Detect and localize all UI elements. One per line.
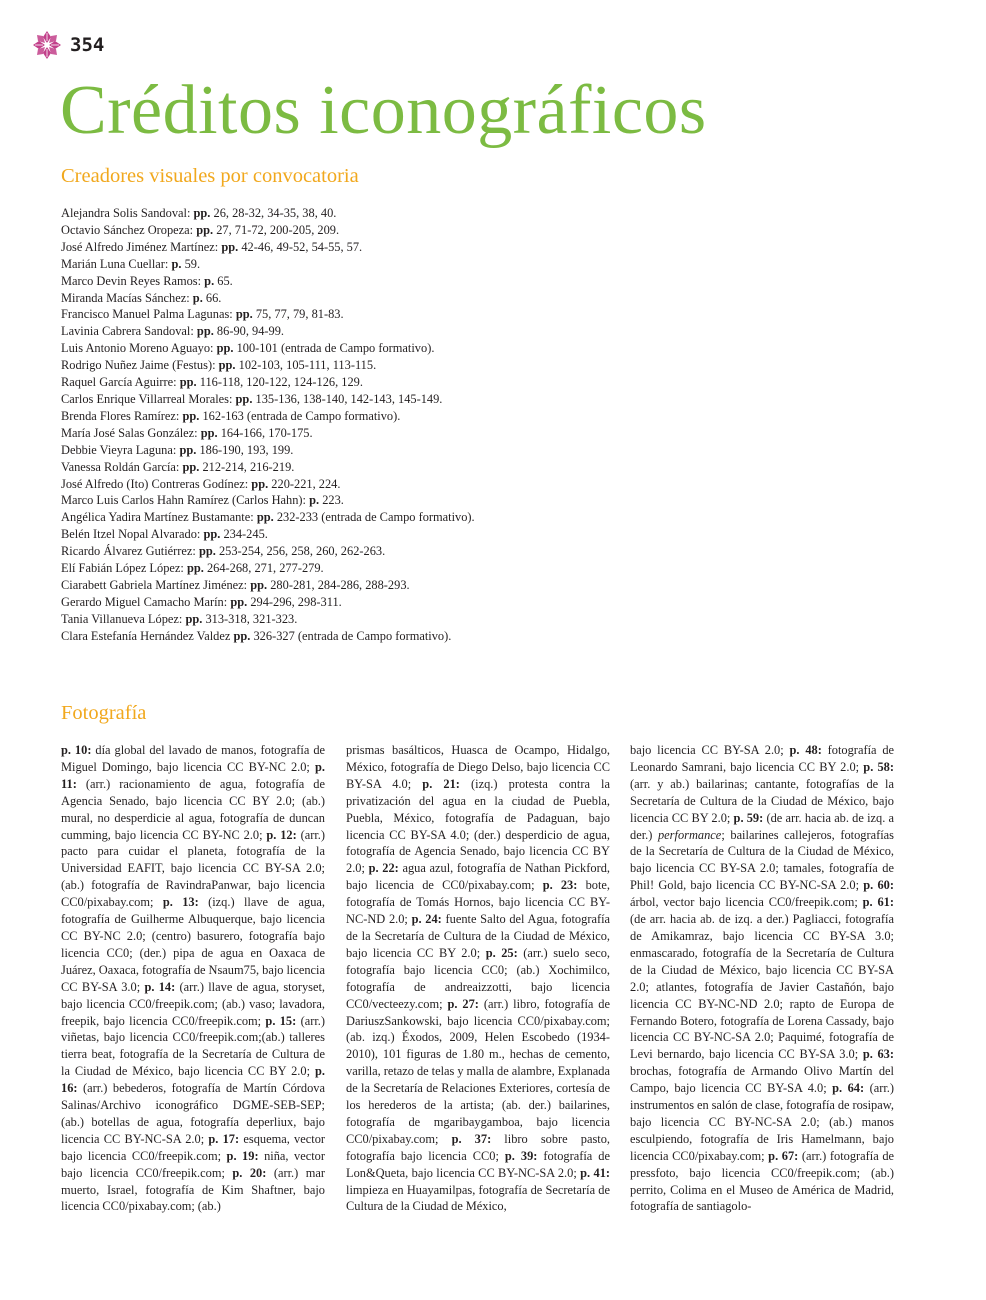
photo-credit-text: fotografía de Lon&Queta, bajo licencia CC BY-NC-SA 2.0; xyxy=(346,1148,610,1180)
flower-ornament-icon xyxy=(32,30,62,60)
credit-creator-name: Vanessa Roldán García: xyxy=(61,459,180,474)
photo-credit-page-ref: p. 21: xyxy=(422,776,460,791)
credit-creator-name: Gerardo Miguel Camacho Marín: xyxy=(61,594,228,609)
photography-section-heading: Fotografía xyxy=(61,702,147,724)
credit-pages-label: pp. xyxy=(186,561,204,576)
credit-entry xyxy=(61,273,475,290)
credit-creator-name: Miranda Macías Sánchez: xyxy=(61,290,190,305)
credit-pages: 102-103, 105-111, 113-115. xyxy=(238,358,377,373)
credit-pages-label: p. xyxy=(171,256,182,271)
credit-entry xyxy=(61,374,475,391)
credit-entry xyxy=(61,577,475,594)
credit-creator-name: Angélica Yadira Martínez Bustamante: xyxy=(61,510,254,525)
photo-credit-text: brochas, fotografía de Armando Olivo Martín del Campo, bajo licencia CC BY-SA 4.0; xyxy=(630,1064,894,1096)
photo-credit-text: (de arr. hacia ab. de izq. a der.) Pagliacci, fotografía de Amikamraz, bajo licencia CC BY-SA 3.0; enmascarado, fotografía de la Secretaría de Cultura de la Ciudad de México, bajo licencia CC BY-SA 2.0; atlantes, fotografía de Javier Castañón, bajo licencia CC BY-NC-ND 2.0; rapto de Europa de Fernando Botero, fotografía de Lorena Cassady, bajo licencia CC BY-NC-SA 2.0; Paquimé, fotografía de Levi bernardo, bajo licencia CC BY-SA 3.0; xyxy=(630,912,894,1062)
credit-pages: 100-101 (entrada de Campo formativo). xyxy=(236,341,435,356)
photo-credit-text: (arr.) llave de agua, storyset, bajo licencia CC0/freepik.com; (ab.) vaso; lavadora, freepik, bajo licencia CC0/freepik.com; xyxy=(61,979,326,1028)
credit-entry xyxy=(61,442,475,459)
credit-entry xyxy=(61,594,475,611)
credit-pages-label: pp. xyxy=(216,341,234,356)
credit-creator-name: Luis Antonio Moreno Aguayo: xyxy=(61,341,214,356)
photo-credit-text: libro sobre pasto, fotografía bajo licencia CC0; xyxy=(346,1131,611,1163)
photo-credit-page-ref: p. 19: xyxy=(226,1148,259,1163)
photo-credit-text: (arr.) libro, fotografía de DariuszSankowski, bajo licencia CC0/pixabay.com; (ab. izq.) Éxodos, 2009, Helen Escobedo (1934-2010), 101 figuras de 1.80 m., hechas de cemento, varilla, retazo de telas y malla de alambre, Explanada de la Secretaría de Relaciones Exteriores, cortesía de los herederos de la artista; (ab. der.) bailarines, fotografía de mgaribaygamboa, bajo licencia CC0/pixabay.com; xyxy=(346,996,610,1146)
credit-creator-name: Elí Fabián López López: xyxy=(61,561,184,576)
credit-entry xyxy=(61,526,475,543)
credit-entry xyxy=(61,543,475,560)
photo-credit-text: (de arr. hacia ab. de izq. a der.) xyxy=(630,810,895,842)
photo-credit-page-ref: p. 59: xyxy=(733,810,764,825)
credit-pages: 313-318, 321-323. xyxy=(205,611,298,626)
photo-credit-text: (izq.) protesta contra la privatización del agua en la ciudad de Puebla, Puebla, México, fotografía de Padaguan, bajo licencia CC BY-SA 4.0; (der.) desperdicio de agua, fotografía de Agencia Senado, bajo licencia CC BY 2.0; xyxy=(346,776,610,876)
credit-pages-label: pp. xyxy=(200,425,218,440)
photo-credit-text: fuente Salto del Agua, fotografía de la Secretaría de Cultura de la Ciudad de México, bajo licencia CC BY 2.0; xyxy=(346,912,611,960)
credit-pages: 220-221, 224. xyxy=(271,476,341,491)
credit-pages-label: pp. xyxy=(193,206,211,220)
photo-credit-page-ref: p. 24: xyxy=(411,912,442,927)
credit-pages-label: pp. xyxy=(256,510,274,525)
credit-creator-name: Marián Luna Cuellar: xyxy=(61,256,169,271)
credit-creator-name: María José Salas González: xyxy=(61,425,198,440)
credit-entry xyxy=(61,509,475,526)
page-number: 354 xyxy=(70,34,105,56)
photo-credit-page-ref: p. 27: xyxy=(447,996,479,1011)
credit-pages: 65. xyxy=(217,273,233,288)
credit-entry xyxy=(61,492,475,509)
photo-credit-text: niña, vector bajo licencia CC0/freepik.com; xyxy=(61,1148,326,1180)
credit-pages: 135-136, 138-140, 142-143, 145-149. xyxy=(255,391,443,406)
photo-credit-italic-text: performance xyxy=(657,827,722,842)
credit-entry xyxy=(61,459,475,476)
credit-creator-name: Octavio Sánchez Oropeza: xyxy=(61,222,194,237)
photo-credit-text: agua azul, fotografía de Nathan Pickford, bajo licencia de CC0/pixabay.com; xyxy=(346,861,610,893)
page-header xyxy=(32,30,104,60)
photo-credit-text: prismas basálticos, Huasca de Ocampo, Hidalgo, México, fotografía de Diego Delso, bajo licencia CC BY-SA 4.0; xyxy=(346,743,610,791)
photo-credit-page-ref: p. 23: xyxy=(542,878,578,893)
credit-creator-name: José Alfredo Jiménez Martínez: xyxy=(61,239,219,254)
credit-entry xyxy=(61,611,475,628)
credit-entry xyxy=(61,256,475,273)
photo-credits-column-2 xyxy=(346,742,610,1215)
photo-credit-text: árbol, vector bajo licencia CC0/freepik.com; xyxy=(630,895,863,910)
photo-credit-page-ref: p. 17: xyxy=(208,1131,240,1146)
photo-credit-page-ref: p. 13: xyxy=(162,895,199,910)
credit-entry xyxy=(61,340,475,357)
credit-pages-label: pp. xyxy=(250,577,268,592)
credit-pages: 164-166, 170-175. xyxy=(220,425,313,440)
credit-pages: 162-163 (entrada de Campo formativo). xyxy=(202,408,401,423)
credit-pages-label: pp. xyxy=(235,391,253,406)
credit-pages-label: p. xyxy=(204,273,215,288)
credit-creator-name: Alejandra Solis Sandoval: xyxy=(61,206,191,220)
credit-pages-label: pp. xyxy=(251,476,269,491)
photo-credit-page-ref: p. 61: xyxy=(862,895,894,910)
photo-credits-column-1 xyxy=(61,742,325,1215)
photo-credit-text: (arr. y ab.) bailarinas; cantante, fotografías de la Secretaría de Cultura de la Ciudad de México, bajo licencia CC BY 2.0; xyxy=(630,776,894,825)
photo-credit-text: limpieza en Huayamilpas, fotografía de Secretaría de Cultura de la Ciudad de México, xyxy=(346,1182,610,1214)
photo-credit-text: (arr.) instrumentos en salón de clase, fotografía de rosipaw, bajo licencia CC BY-NC-SA 2.0; (ab.) manos esculpiendo, fotografía de Iris Hamelmann, bajo licencia CC0/pixabay.com; xyxy=(630,1081,894,1163)
credit-creator-name: Tania Villanueva López: xyxy=(61,611,183,626)
credit-pages-label: pp. xyxy=(230,594,248,609)
credit-entry xyxy=(61,205,475,222)
credit-creator-name: Ciarabett Gabriela Martínez Jiménez: xyxy=(61,577,248,592)
photo-credit-page-ref: p. 58: xyxy=(863,759,894,774)
photo-credit-text: (arr.) mar muerto, Israel, fotografía de Kim Shaftner, bajo licencia CC0/pixabay.com; (ab.) xyxy=(61,1165,325,1214)
credit-pages-label: pp. xyxy=(179,375,197,390)
photo-credit-text: (izq.) llave de agua, fotografía de Guilherme Albuquerque, bajo licencia CC BY-NC 2.0; (centro) basurero, fotografía bajo licencia CC0; (der.) pipa de agua en Oaxaca de Juárez, Oaxaca, fotografía de Nsaum75, bajo licencia CC BY-SA 3.0; xyxy=(61,895,326,994)
credit-entry xyxy=(61,290,475,307)
credit-entry xyxy=(61,357,475,374)
credit-pages: 294-296, 298-311. xyxy=(250,594,342,609)
credit-pages: 212-214, 216-219. xyxy=(202,459,295,474)
credit-entry xyxy=(61,306,475,323)
photo-credit-page-ref: p. 39: xyxy=(504,1148,538,1163)
credit-pages: 116-118, 120-122, 124-126, 129. xyxy=(199,375,363,390)
photo-credit-page-ref: p. 14: xyxy=(144,979,176,994)
photo-credit-page-ref: p. 16: xyxy=(61,1064,325,1096)
photo-credit-page-ref: p. 48: xyxy=(789,743,822,757)
photo-credit-text: (arr.) pacto para cuidar el planeta, fotografía de la Universidad EAFIT, bajo licencia CC BY-SA 2.0; (ab.) fotografía de RavindraPanwar, bajo licencia CC0/pixabay.com; xyxy=(61,827,326,910)
credit-pages: 253-254, 256, 258, 260, 262-263. xyxy=(218,544,386,559)
photo-credit-page-ref: p. 12: xyxy=(266,827,297,842)
credit-entry xyxy=(61,222,475,239)
photo-credit-text: bajo licencia CC BY-SA 2.0; xyxy=(630,743,790,757)
credit-creator-name: Carlos Enrique Villarreal Morales: xyxy=(61,391,233,406)
credit-entry xyxy=(61,391,475,408)
photo-credit-page-ref: p. 11: xyxy=(61,759,325,791)
photo-credit-text: (arr.) bebederos, fotografía de Martín Córdova Salinas/Archivo iconográfico DGME-SEB-SEP; (ab.) botellas de agua, fotografía deperliux, bajo licencia CC BY-NC-SA 2.0; xyxy=(61,1081,325,1146)
photo-credit-page-ref: p. 20: xyxy=(232,1165,267,1180)
credit-entry xyxy=(61,323,475,340)
photo-credit-page-ref: p. 37: xyxy=(451,1131,492,1146)
credit-creator-name: Marco Luis Carlos Hahn Ramírez (Carlos Hahn): xyxy=(61,493,306,508)
credit-entry xyxy=(61,425,475,442)
credit-pages-label: p. xyxy=(309,493,320,508)
credit-pages: 75, 77, 79, 81-83. xyxy=(255,307,344,322)
credit-pages-label: pp. xyxy=(179,442,197,457)
credit-creator-name: Rodrigo Nuñez Jaime (Festus): xyxy=(61,358,216,373)
photo-credit-page-ref: p. 15: xyxy=(265,1013,297,1028)
credit-entry xyxy=(61,476,475,493)
photo-credit-text: ; bailarines callejeros, fotografías de la Secretaría de Cultura de la Ciudad de México, bajo licencia CC BY-SA 2.0; tamales, fotografía de Phil! Gold, bajo licencia CC BY-NC-SA 2.0; xyxy=(630,827,894,893)
credit-creator-name: Francisco Manuel Palma Lagunas: xyxy=(61,307,233,322)
credit-creator-name: Lavinia Cabrera Sandoval: xyxy=(61,324,194,339)
photo-credit-text: día global del lavado de manos, fotografía de Miguel Domingo, bajo licencia CC BY-NC 2.0; xyxy=(61,743,326,774)
photo-credit-page-ref: p. 22: xyxy=(368,861,399,876)
credit-pages-label: pp. xyxy=(198,544,216,559)
photo-credit-text: (arr.) suelo seco, fotografía bajo licencia CC0; (ab.) Xochimilco, fotografía de andreaizzotti, bajo licencia CC0/vecteezy.com; xyxy=(346,945,610,1011)
credit-pages-label: pp. xyxy=(235,307,253,322)
photo-credit-page-ref: p. 25: xyxy=(485,945,518,960)
credit-pages-label: pp. xyxy=(185,611,203,626)
credit-pages: 86-90, 94-99. xyxy=(216,324,285,339)
credit-pages-label: pp. xyxy=(196,324,214,339)
photo-credit-page-ref: p. 41: xyxy=(580,1165,611,1180)
credit-creator-name: Ricardo Álvarez Gutiérrez: xyxy=(61,544,196,559)
photo-credit-page-ref: p. 67: xyxy=(768,1148,799,1163)
credit-pages: 42-46, 49-52, 54-55, 57. xyxy=(241,239,363,254)
photo-credit-page-ref: p. 60: xyxy=(863,878,894,893)
photo-credit-text: (arr.) racionamiento de agua, fotografía de Agencia Senado, bajo licencia CC BY 2.0; (ab.) mural, no desperdicie al agua, fotografía de duncan cumming, bajo licencia CC BY-NC 2.0; xyxy=(61,776,325,842)
credit-creator-name: Debbie Vieyra Laguna: xyxy=(61,442,177,457)
photo-credit-page-ref: p. 63: xyxy=(862,1047,895,1062)
credit-entry xyxy=(61,239,475,256)
credit-pages-label: pp. xyxy=(196,222,214,237)
credit-pages-label: p. xyxy=(192,290,203,305)
photo-credit-text: bote, fotografía de Tomás Hornos, bajo licencia CC BY-NC-ND 2.0; xyxy=(346,878,610,927)
credit-pages: 264-268, 271, 277-279. xyxy=(206,561,324,576)
credit-pages-label: pp. xyxy=(182,459,200,474)
credit-pages: 26, 28-32, 34-35, 38, 40. xyxy=(213,206,337,220)
credit-creator-name: Clara Estefanía Hernández Valdez xyxy=(61,628,231,643)
credit-pages: 223. xyxy=(322,493,344,508)
credit-entry xyxy=(61,628,475,645)
photo-credit-page-ref: p. 10: xyxy=(61,743,92,757)
credit-pages-label: pp. xyxy=(221,239,239,254)
credit-pages-label: pp. xyxy=(182,408,200,423)
credit-creator-name: Belén Itzel Nopal Alvarado: xyxy=(61,527,201,542)
credit-pages-label: pp. xyxy=(203,527,221,542)
creators-section-heading: Creadores visuales por convocatoria xyxy=(61,165,359,187)
credit-pages: 186-190, 193, 199. xyxy=(199,442,294,457)
credit-entry xyxy=(61,560,475,577)
creators-credit-list xyxy=(61,205,475,645)
credit-creator-name: Raquel García Aguirre: xyxy=(61,375,177,390)
photo-credit-text: esquema, vector bajo licencia CC0/freepik.com; xyxy=(61,1131,326,1163)
page-title: Créditos iconográficos xyxy=(60,72,707,149)
credit-pages-label: pp. xyxy=(218,358,236,373)
photo-credit-page-ref: p. 64: xyxy=(832,1081,865,1096)
photo-credit-text: fotografía de Leonardo Samrani, bajo licencia CC BY 2.0; xyxy=(630,743,895,774)
photo-credits-column-3 xyxy=(630,742,894,1215)
credit-pages: 232-233 (entrada de Campo formativo). xyxy=(276,510,475,525)
credit-pages: 59. xyxy=(184,256,201,271)
credit-creator-name: Marco Devin Reyes Ramos: xyxy=(61,273,202,288)
credit-creator-name: José Alfredo (Ito) Contreras Godínez: xyxy=(61,476,249,491)
credit-pages: 234-245. xyxy=(223,527,268,542)
credit-pages: 280-281, 284-286, 288-293. xyxy=(270,577,410,592)
photo-credit-text: (arr.) fotografía de pressfoto, bajo licencia CC0/freepik.com; (ab.) perrito, Colima en el Museo de América de Madrid, fotografía de santiagolo- xyxy=(630,1148,895,1214)
credit-pages: 27, 71-72, 200-205, 209. xyxy=(216,222,340,237)
credit-creator-name: Brenda Flores Ramírez: xyxy=(61,408,180,423)
credit-pages-label: pp. xyxy=(233,628,251,643)
credit-pages: 326-327 (entrada de Campo formativo). xyxy=(253,628,452,643)
photo-credit-text: (arr.) viñetas, bajo licencia CC0/freepik.com;(ab.) talleres tierra beat, fotografía de la Secretaría de Cultura de la Ciudad de México, bajo licencia CC BY 2.0; xyxy=(61,1013,325,1079)
credit-pages: 66. xyxy=(205,290,222,305)
credit-entry xyxy=(61,408,475,425)
